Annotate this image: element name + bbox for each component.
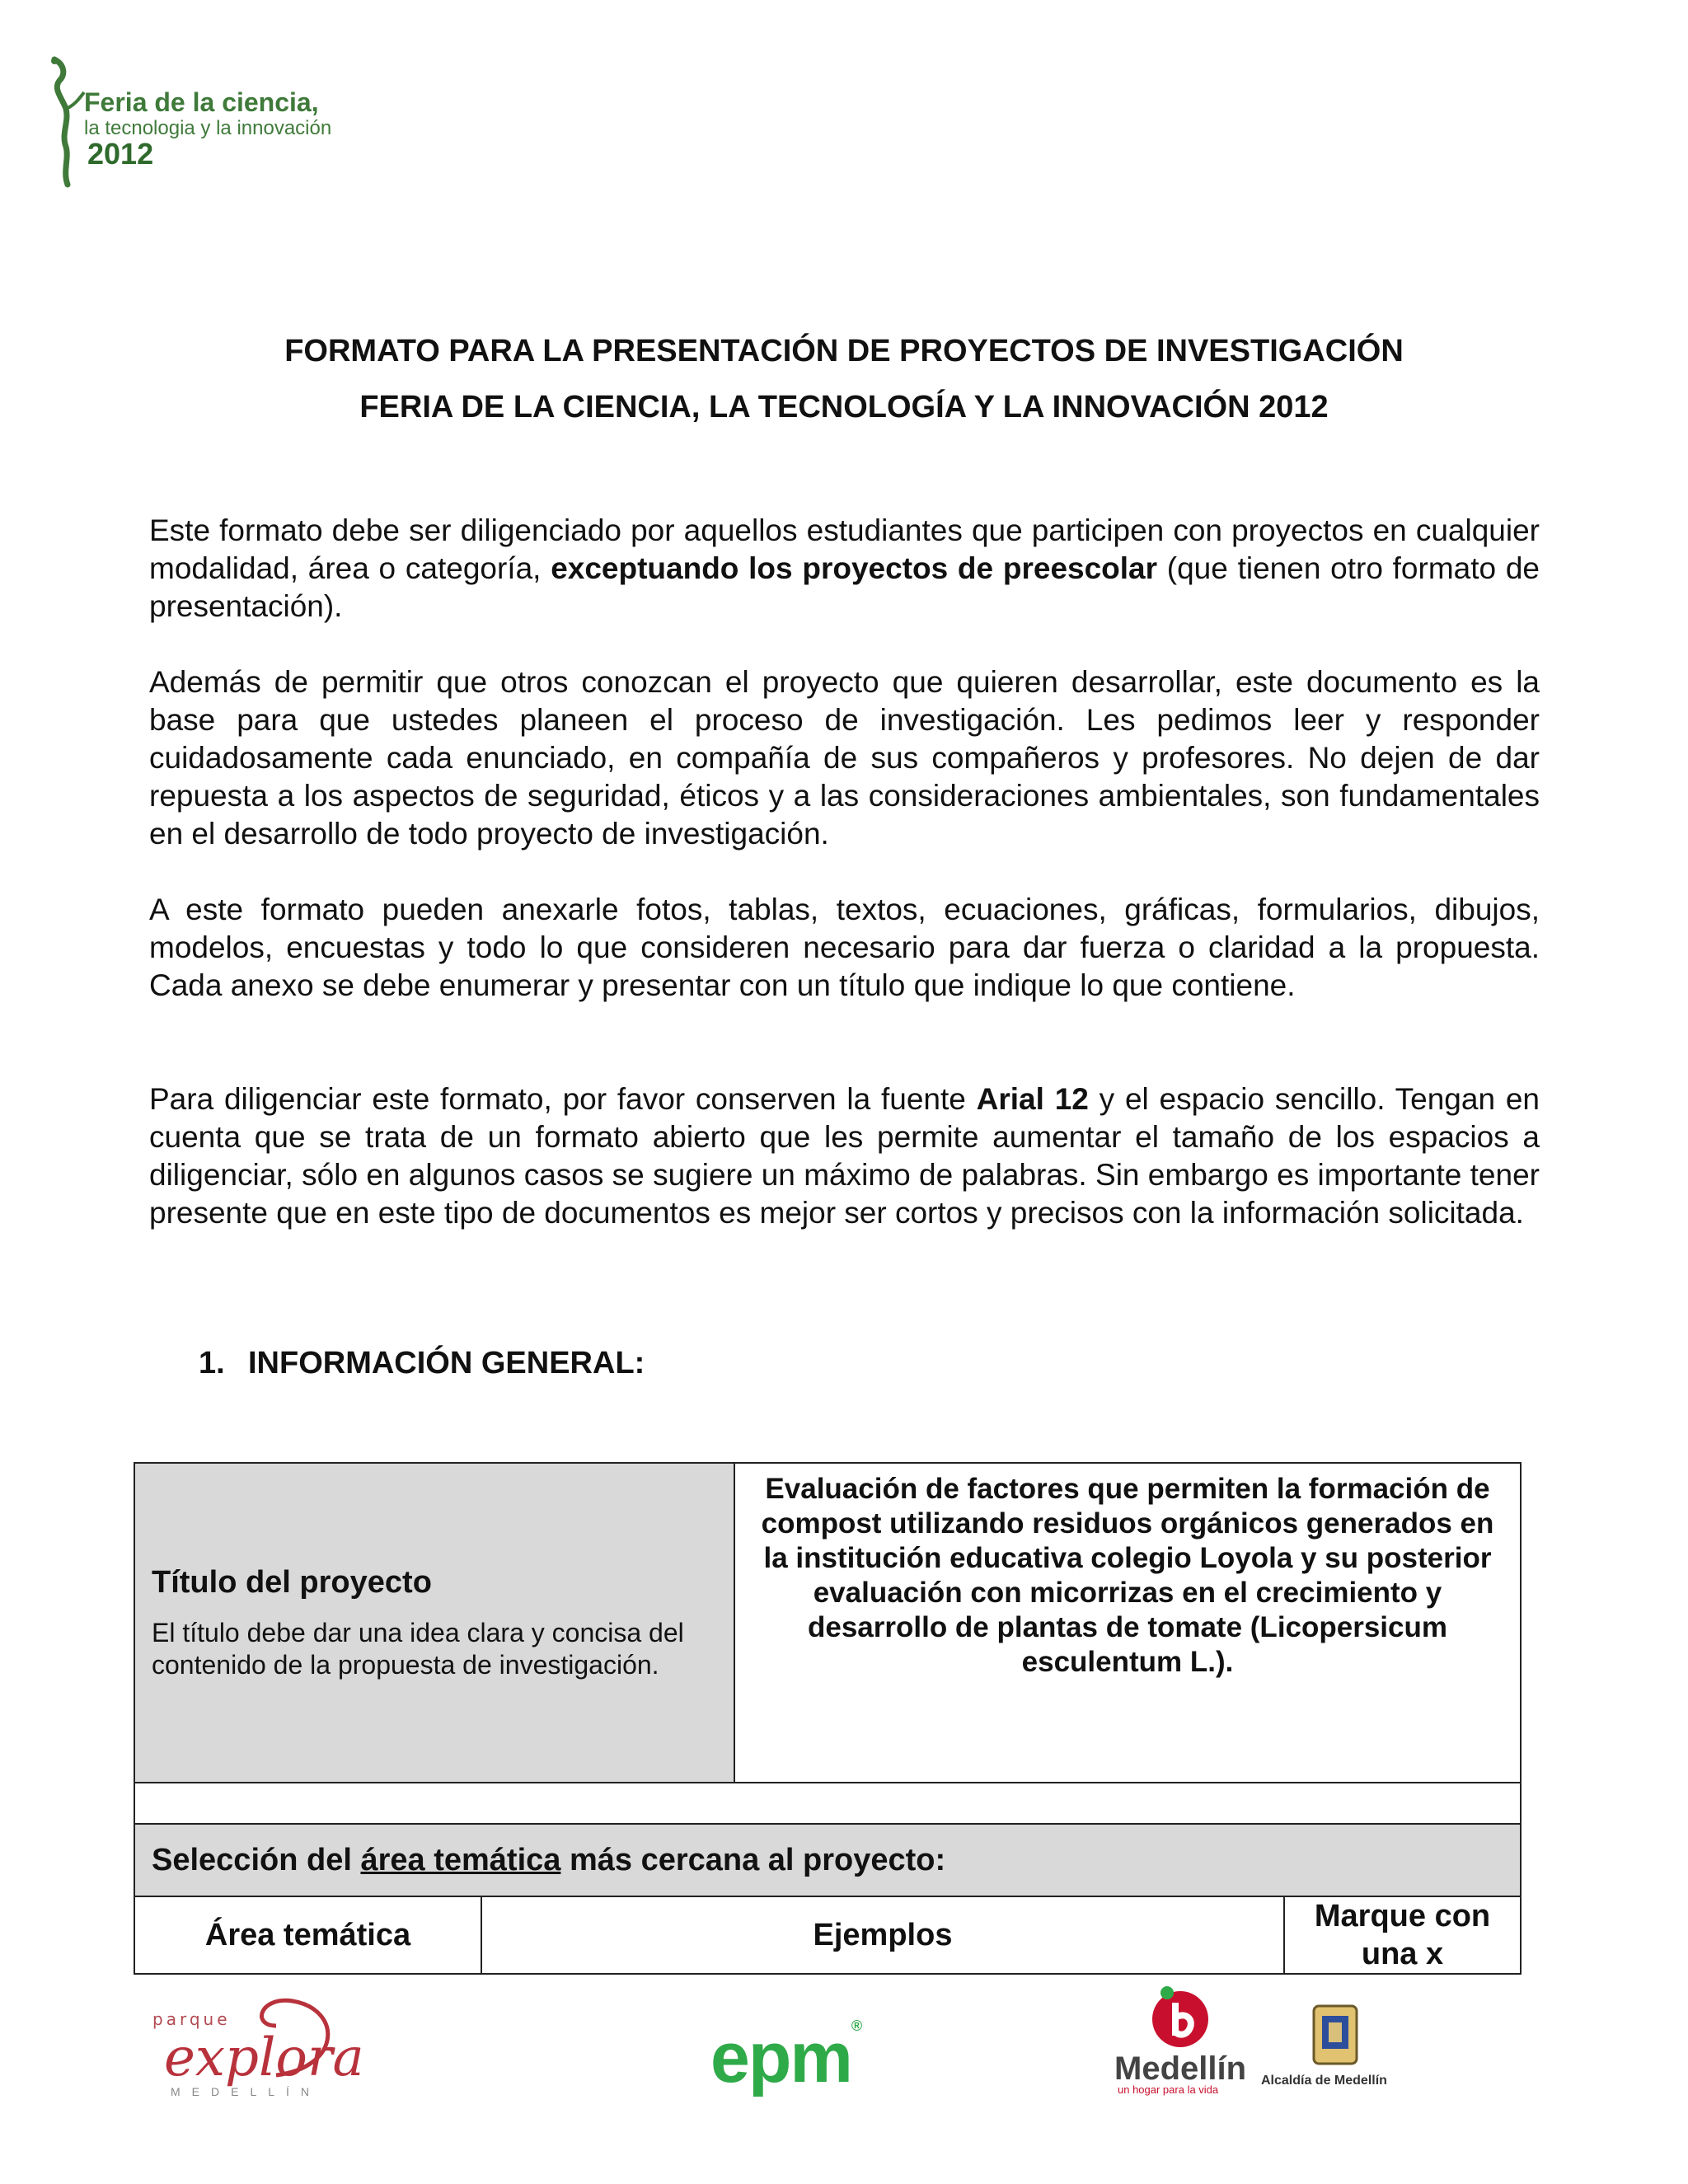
logo-year: 2012: [87, 137, 154, 171]
intro-text: Este formato debe ser diligenciado por aquellos estudiantes que participen con proyectos en cualquier modalidad, área o categoría,: [149, 513, 1540, 585]
medellin-name: Medellín: [1114, 2050, 1247, 2087]
logo-line1: Feria de la ciencia,: [84, 87, 319, 117]
purpose-paragraph: Además de permitir que otros conozcan el proyecto que quieren desarrollar, este documento es la base para que ustedes planeen el proceso de investigación. Les pedimos leer y responder cuidadosamente cada enunciado, en compañía de sus compañeros y profesores. No dejen de dar repuesta a los aspectos de seguridad, éticos y a las consideraciones ambientales, son fundamentales en el desarrollo de todo proyecto de investigación.: [149, 665, 1540, 851]
general-info-table: [134, 1462, 1522, 1975]
area-suffix: más cercana al proyecto:: [569, 1842, 946, 1877]
medellin-emblem-icon: [1139, 1985, 1221, 2050]
intro-text-end: (que tienen otro formato de presentación).: [149, 551, 1540, 623]
table-row-spacer: [135, 1783, 1520, 1825]
title-value-cell[interactable]: Evaluación de factores que permiten la formación de compost utilizando residuos orgánicos generados en la institución educativa colegio Loyola y su posterior evaluación con micorrizas en el crecimiento y desarrollo de plantas de tomate (Licopersicum esculentum L.).: [761, 1473, 1494, 1678]
feria-figure-icon: [48, 56, 89, 188]
epm-registered: ®: [851, 2018, 861, 2034]
area-heading: [135, 1825, 945, 1896]
section-title: INFORMACIÓN GENERAL:: [248, 1346, 645, 1380]
title-help: El título debe dar una idea clara y concisa del contenido de la propuesta de investigación.: [152, 1617, 684, 1680]
column-header-area: Área temática: [135, 1897, 482, 1973]
title-label-cell: [135, 1464, 735, 1782]
column-header-examples: Ejemplos: [482, 1897, 1285, 1973]
document-title-line2: FERIA DE LA CIENCIA, LA TECNOLOGÍA Y LA INNOVACIÓN 2012: [359, 390, 1329, 424]
epm-logo: [710, 2018, 860, 2099]
medellin-tagline: un hogar para la vida: [1118, 2083, 1219, 2096]
intro-bold: exceptuando los proyectos de preescolar: [551, 551, 1158, 585]
epm-text: epm: [710, 2018, 851, 2097]
title-label: Título del proyecto: [152, 1564, 432, 1600]
medellin-logo: [1114, 1985, 1254, 2096]
section-number: 1.: [199, 1346, 225, 1380]
section-heading: [199, 1346, 645, 1381]
feria-logo: [48, 56, 394, 196]
column-header-mark: Marque con una x: [1314, 1899, 1491, 1971]
intro-paragraph: [149, 512, 1540, 626]
explora-small: parque: [152, 2009, 231, 2029]
area-prefix: Selección del: [152, 1842, 352, 1877]
logo-line2: la tecnologia y la innovación: [84, 117, 332, 139]
annex-paragraph: A este formato pueden anexarle fotos, tablas, textos, ecuaciones, gráficas, formularios, dibujos, modelos, encuestas y todo lo que consideren necesario para dar fuerza o claridad a la propuesta. Cada anexo se debe enumerar y presentar con un título que indique lo que contiene.: [149, 893, 1540, 1002]
explora-name: explora: [164, 2027, 364, 2088]
table-row-area-heading: [135, 1825, 1520, 1897]
format-text-end: y el espacio sencillo. Tengan en cuenta que se trata de un formato abierto que les permite aumentar el tamaño de los espacios a diligenciar, sólo en algunos casos se sugiere un máximo de palabras. Sin embargo es importante tener presente que en este tipo de documentos es mejor ser cortos y precisos con la información solicitada.: [149, 1082, 1540, 1230]
alcaldia-text: Alcaldía de Medellín: [1261, 2074, 1387, 2088]
area-underlined: área temática: [360, 1842, 561, 1877]
table-row-title: [135, 1464, 1520, 1783]
alcaldia-logo: [1261, 2003, 1409, 2093]
explora-logo: [152, 1976, 364, 2100]
document-title-line1: FORMATO PARA LA PRESENTACIÓN DE PROYECTOS DE INVESTIGACIÓN: [284, 334, 1404, 368]
table-row-column-headers: [135, 1897, 1520, 1973]
explora-city: MEDELLÍN: [171, 2085, 321, 2098]
coat-of-arms-icon: [1311, 2003, 1360, 2069]
format-text: Para diligenciar este formato, por favor conserven la fuente: [149, 1082, 977, 1116]
format-bold: Arial 12: [976, 1082, 1089, 1116]
format-paragraph: [149, 1080, 1540, 1232]
